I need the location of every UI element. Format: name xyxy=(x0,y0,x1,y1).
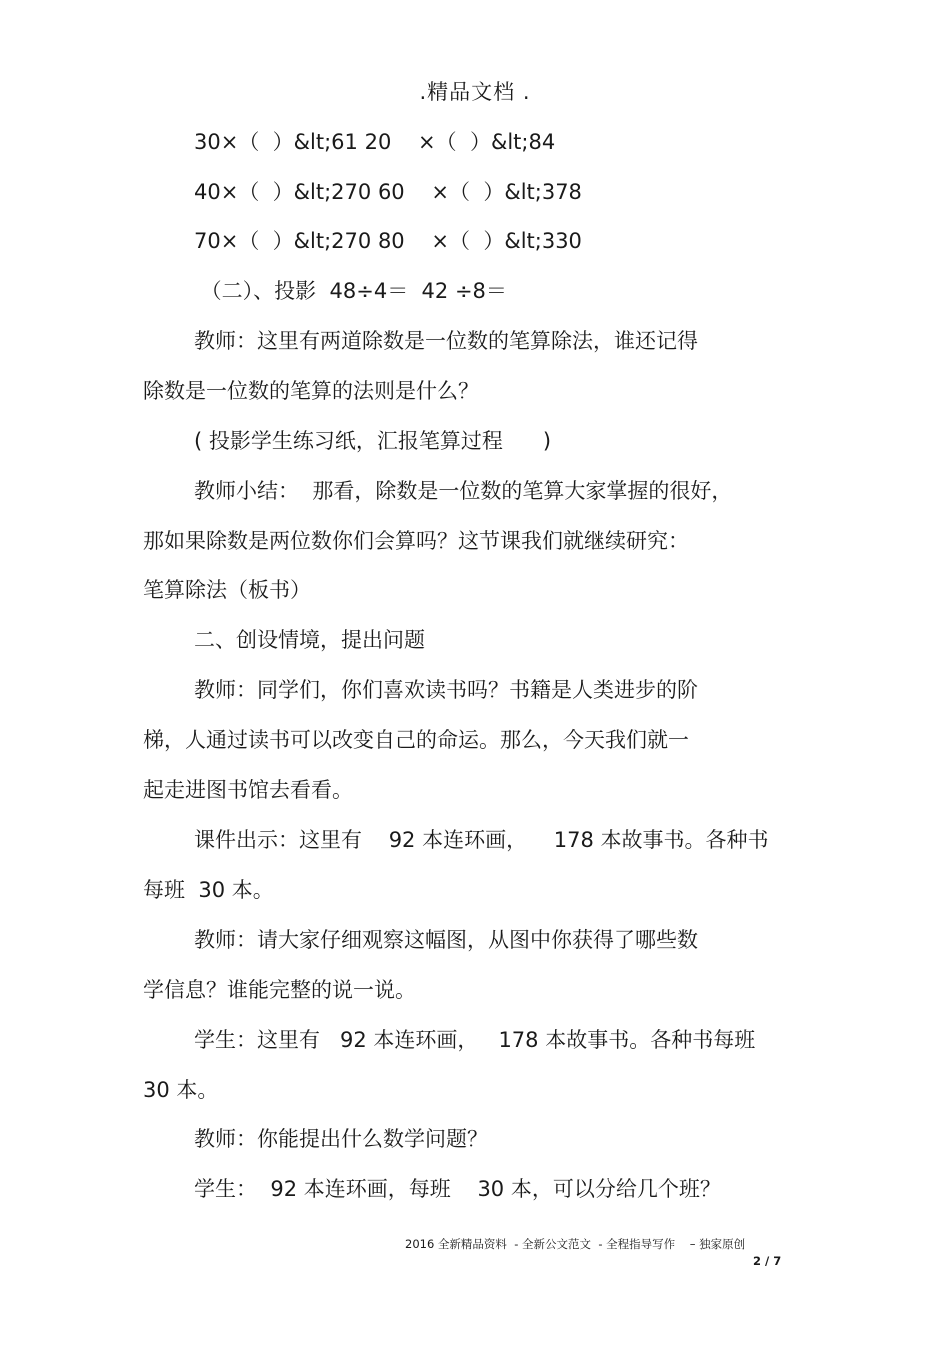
paragraph-line: 学生：这里有 92 本连环画， 178 本故事书。各种书每班 xyxy=(194,1028,756,1052)
paragraph-line: 课件出示：这里有 92 本连环画， 178 本故事书。各种书 xyxy=(194,828,769,852)
paragraph-line: ( 投影学生练习纸，汇报笔算过程 ) xyxy=(194,429,552,453)
paragraph-line: 教师：这里有两道除数是一位数的笔算除法，谁还记得 xyxy=(194,329,698,353)
paragraph-line: 30 本。 xyxy=(143,1078,219,1102)
paragraph-line: 教师小结： 那看，除数是一位数的笔算大家掌握的很好， xyxy=(194,479,733,503)
exercise-line-3: 70×（ ）&lt;270 80 ×（ ）&lt;330 xyxy=(194,229,582,253)
paragraph-line: 教师：你能提出什么数学问题？ xyxy=(194,1127,488,1151)
page-footer: 2016 全新精品资料 - 全新公文范文 - 全程指导写作 – 独家原创 xyxy=(405,1237,746,1251)
paragraph-line: 笔算除法（板书） xyxy=(143,578,311,602)
paragraph-line: 除数是一位数的笔算的法则是什么？ xyxy=(143,379,479,403)
paragraph-line: 教师：同学们，你们喜欢读书吗？书籍是人类进步的阶 xyxy=(194,678,698,702)
paragraph-line: 起走进图书馆去看看。 xyxy=(143,778,353,802)
exercise-line-1: 30×（ ）&lt;61 20 ×（ ）&lt;84 xyxy=(194,130,556,154)
exercise-line-2: 40×（ ）&lt;270 60 ×（ ）&lt;378 xyxy=(194,180,582,204)
paragraph-line: 每班 30 本。 xyxy=(143,878,274,902)
paragraph-line: 学信息？谁能完整的说一说。 xyxy=(143,978,416,1002)
paragraph-line: 教师：请大家仔细观察这幅图，从图中你获得了哪些数 xyxy=(194,928,698,952)
paragraph-line: 梯，人通过读书可以改变自己的命运。那么，今天我们就一 xyxy=(143,728,689,752)
page-header: .精品文档 . xyxy=(419,80,531,104)
paragraph-line: 学生： 92 本连环画，每班 30 本，可以分给几个班？ xyxy=(194,1177,721,1201)
page-number: 2 / 7 xyxy=(753,1254,782,1268)
paragraph-line: 那如果除数是两位数你们会算吗？这节课我们就继续研究： xyxy=(143,529,689,553)
section-heading: 二、创设情境，提出问题 xyxy=(194,628,425,652)
projection-line: （二）、投影 48÷4＝ 42 ÷8＝ xyxy=(194,279,507,303)
